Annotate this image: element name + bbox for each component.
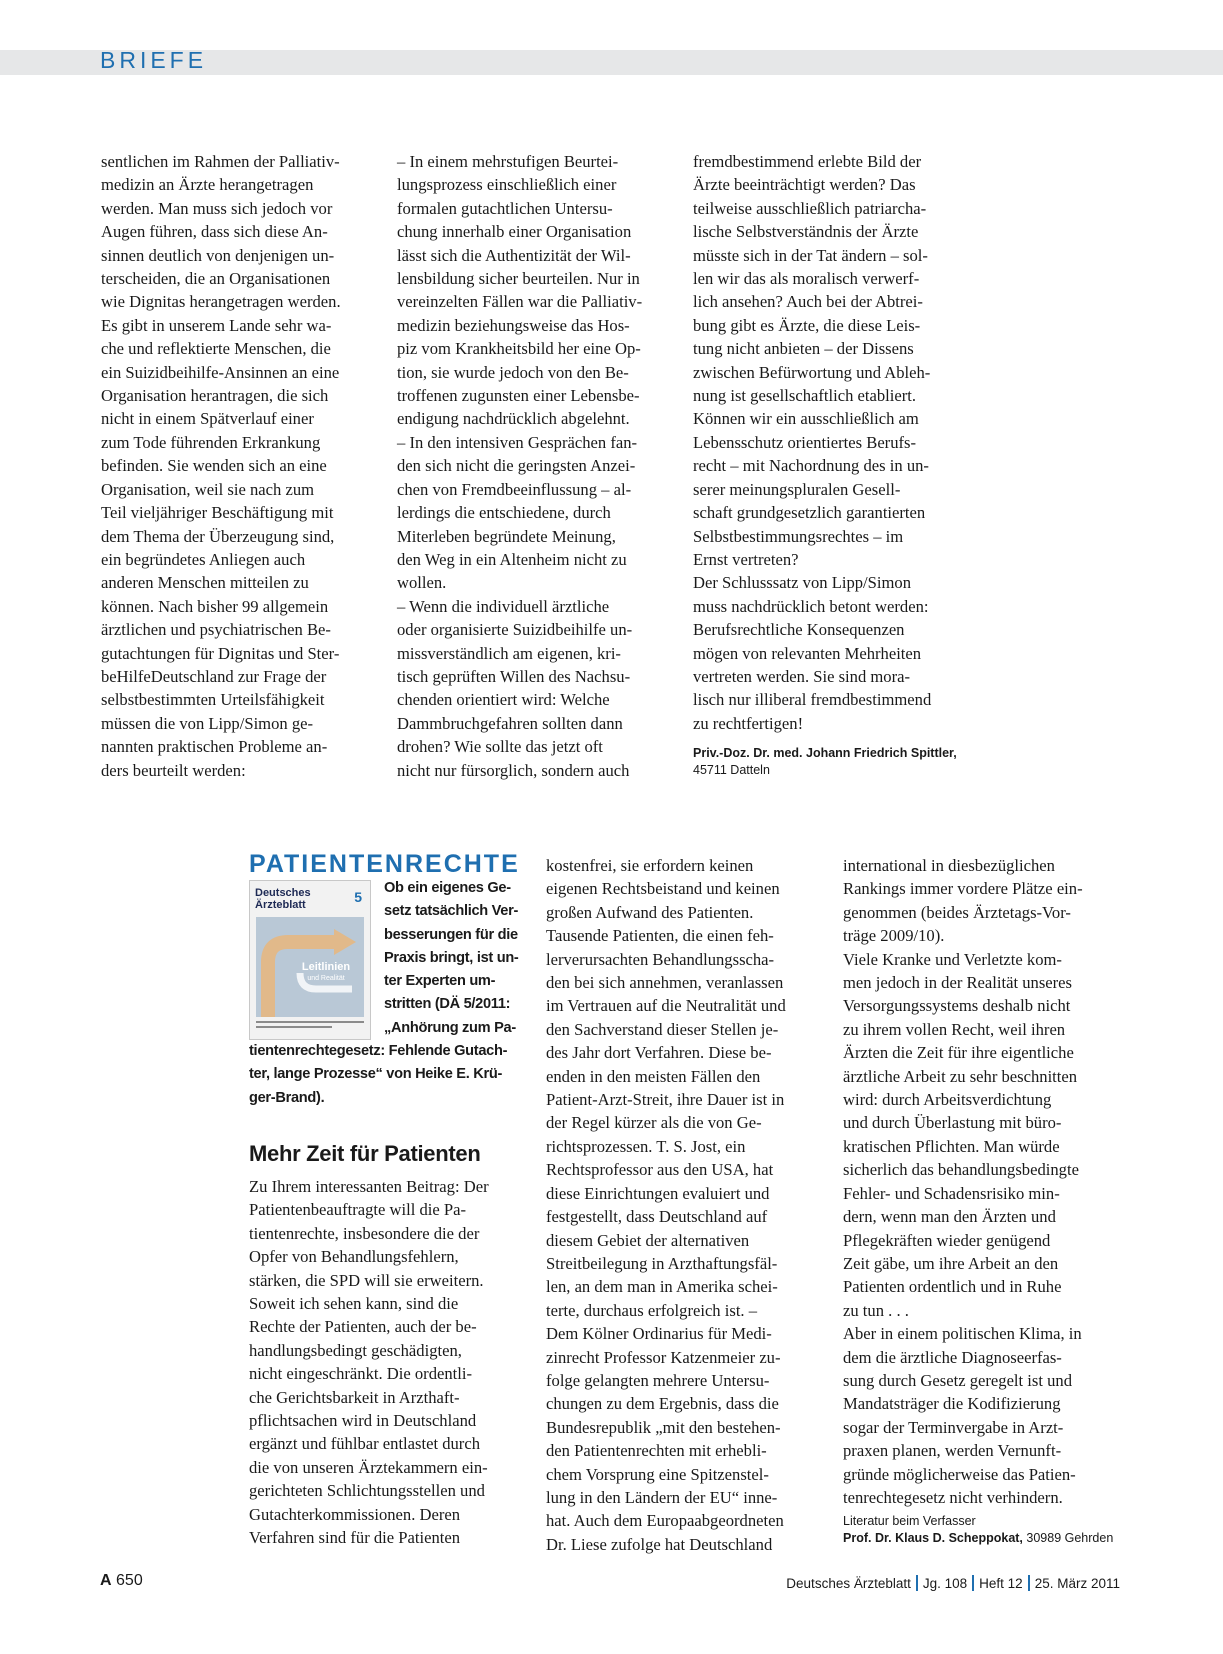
literature-note: Literatur beim Verfasser xyxy=(843,1514,976,1528)
cover-image xyxy=(256,917,364,1017)
letter2-author: Prof. Dr. Klaus D. Scheppokat, xyxy=(843,1531,1023,1545)
teaser-text-below: tientenrechtegesetz: Fehlende Gutach- ter, lange Prozesse“ von Heike E. Krü- ger-Brand). xyxy=(249,1043,508,1106)
cover-subtitle: Leitlinien und Realität xyxy=(301,961,351,982)
section-title: BRIEFE xyxy=(100,47,208,73)
magazine-cover-thumbnail xyxy=(249,880,371,1040)
letter1-column-2: – In einem mehrstufigen Beurtei- lungsprozess einschließlich einer formalen gutachtlichen Untersu- chung innerhalb einer Organisation lässt sich die Authentizität der Wil- lensbildung sicher beurteilen. Nur in vereinzelten Fällen war die Palliativ- medizin beziehungsweise das Hos- piz vom Krankheitsbild her eine Op- tion, sie wurde jedoch von den Be- troffenen zugunsten einer Lebensbe- endigung nachdrücklich abgelehnt. – In den intensiven Gesprächen fan- den sich nicht die geringsten Anzei- chen von Fremdbeeinflussung – al- lerdings die entschiedene, durch Miterleben begründete Meinung, den Weg in ein Altenheim nicht zu wollen. – Wenn die individuell ärztliche oder organisierte Suizidbeihilfe un- missverständlich am eigenen, kri- tisch geprüften Willen des Nachsu- chenden orientiert wird: Welche Dammbruchgefahren sollten dann drohen? Wie sollte das jetzt oft nicht nur fürsorglich, sondern auch xyxy=(397,152,643,780)
footer-separator xyxy=(972,1575,974,1591)
footer-volume: Jg. 108 xyxy=(922,1576,968,1591)
page-number: A 650 xyxy=(100,1572,143,1589)
letter2-column-3: international in diesbezüglichen Rankings immer vordere Plätze ein- genommen (beides Ärztetags-Vor- träge 2009/10). Viele Kranke und Verletzte kom- men jedoch in der Realität unseres Versorgungssystems deshalb nicht zu ihrem vollen Recht, weil ihren Ärzten die Zeit für ihre eigentliche ärztliche Arbeit zu sehr beschnitten wird: durch Arbeitsverdichtung und durch Überlastung mit büro- kratischen Pflichten. Man würde sicherlich das behandlungsbedingte Fehler- und Schadensrisiko min- dern, wenn man den Ärzten und Pflegekräften wieder genügend Zeit gäbe, um ihre Arbeit an den Patienten ordentlich und in Ruhe zu tun . . . Aber in einem politischen Klima, in dem die ärztliche Diagnoseerfas- sung durch Gesetz geregelt ist und Mandatsträger die Kodifizierung sogar der Terminvergabe in Arzt- praxen planen, werden Vernunft- gründe möglicherweise das Patien- tenrechtegesetz nicht verhindern. xyxy=(843,856,1083,1507)
footer-issue: Heft 12 xyxy=(979,1576,1023,1591)
cover-title: Deutsches Ärzteblatt xyxy=(255,887,311,911)
letter2-headline: Mehr Zeit für Patienten xyxy=(249,1141,481,1166)
footer-separator xyxy=(1028,1575,1030,1591)
teaser-text-side: Ob ein eigenes Ge- setz tatsächlich Ver- besserungen für die Praxis bringt, ist un- ter Experten um- stritten (DÄ 5/2011: „Anhörung zum Pa- xyxy=(384,880,519,1036)
footer-date: 25. März 2011 xyxy=(1034,1576,1120,1591)
letter1-author: Priv.-Doz. Dr. med. Johann Friedrich Spittler, xyxy=(693,746,957,760)
letter1-signature xyxy=(693,745,957,779)
footer-journal: Deutsches Ärzteblatt xyxy=(786,1576,911,1591)
footer-citation xyxy=(786,1575,1120,1591)
letter2-column-1: Zu Ihrem interessanten Beitrag: Der Patientenbeauftragte will die Pa- tientenrechte, insbesondere die der Opfer von Behandlungsfehlern, stärken, die SPD will sie erweitern. Soweit ich sehen kann, sind die Rechte der Patienten, auch der be- handlungsbedingt geschädigten, nicht eingeschränkt. Die ordentli- che Gerichtsbarkeit in Arzthaft- pflichtsachen wird in Deutschland ergänzt und fühlbar entlastet durch die von unseren Ärztekammern ein- gerichteten Schlichtungsstellen und Gutachterkommissionen. Deren Verfahren sind für die Patienten xyxy=(249,1177,489,1548)
letter2-column-2: kostenfrei, sie erfordern keinen eigenen Rechtsbeistand und keinen großen Aufwand des Patienten. Tausende Patienten, die einen feh- lerverursachten Behandlungsscha- den bei sich annehmen, veranlassen im Vertrauen auf die Neutralität und den Sachverstand dieser Stellen je- des Jahr dort Verfahren. Diese be- enden in den meisten Fällen den Patient-Arzt-Streit, ihre Dauer ist in der Regel kürzer als die von Ge- richtsprozessen. T. S. Jost, ein Rechtsprofessor aus den USA, hat diese Einrichtungen evaluiert und festgestellt, dass Deutschland auf diesem Gebiet der alternativen Streitbeilegung in Arzthaftungsfäl- len, an dem man in Amerika schei- terte, durchaus erfolgreich ist. – Dem Kölner Ordinarius für Medi- zinrecht Professor Katzenmeier zu- folge gelangten mehrere Untersu- chungen zu dem Ergebnis, dass die Bundesrepublik „mit den bestehen- den Patientenrechten mit erhebli- chem Vorsprung eine Spitzenstel- lung in den Ländern der EU“ inne- hat. Auch dem Europaabgeordneten Dr. Liese zufolge hat Deutschland xyxy=(546,856,786,1554)
topic-heading: PATIENTENRECHTE xyxy=(249,850,520,878)
cover-text-lines xyxy=(256,1021,364,1033)
footer-separator xyxy=(916,1575,918,1591)
letter2-signature xyxy=(843,1513,1113,1547)
letter1-column-1: sentlichen im Rahmen der Palliativ- medizin an Ärzte herangetragen werden. Man muss sich jedoch vor Augen führen, dass sich diese An- sinnen deutlich von denjenigen un- terscheiden, die an Organisationen wie Dignitas herangetragen werden. Es gibt in unserem Lande sehr wa- che und reflektierte Menschen, die ein Suizidbeihilfe-Ansinnen an eine Organisation herantragen, die sich nicht in einem Spätverlauf einer zum Tode führenden Erkrankung befinden. Sie wenden sich an eine Organisation, weil sie nach zum Teil vieljähriger Beschäftigung mit dem Thema der Überzeugung sind, ein begründetes Anliegen auch anderen Menschen mitteilen zu können. Nach bisher 99 allgemein ärztlichen und psychiatrischen Be- gutachtungen für Dignitas und Ster- beHilfeDeutschland zur Frage der selbstbestimmten Urteilsfähigkeit müssen die von Lipp/Simon ge- nannten praktischen Probleme an- ders beurteilt werden: xyxy=(101,152,341,780)
letter1-place: 45711 Datteln xyxy=(693,763,770,777)
letter1-column-3: fremdbestimmend erlebte Bild der Ärzte beeinträchtigt werden? Das teilweise ausschließlich patriarcha- lische Selbstverständnis der Ärzte müsste sich in der Tat ändern – sol- len wir das als moralisch verwerf- lich ansehen? Auch bei der Abtrei- bung gibt es Ärzte, die diese Leis- tung nicht anbieten – der Dissens zwischen Befürwortung und Ableh- nung ist gesellschaftlich etabliert. Können wir ein ausschließlich am Lebensschutz orientiertes Berufs- recht – mit Nachordnung des in un- serer meinungspluralen Gesell- schaft grundgesetzlich garantierten Selbstbestimmungsrechtes – im Ernst vertreten? Der Schlusssatz von Lipp/Simon muss nachdrücklich betont werden: Berufsrechtliche Konsequenzen mögen von relevanten Mehrheiten vertreten werden. Sie sind mora- lisch nur illiberal fremdbestimmend zu rechtfertigen! xyxy=(693,152,932,733)
letter2-place: 30989 Gehrden xyxy=(1026,1531,1114,1545)
cover-issue-number: 5 xyxy=(354,889,362,905)
